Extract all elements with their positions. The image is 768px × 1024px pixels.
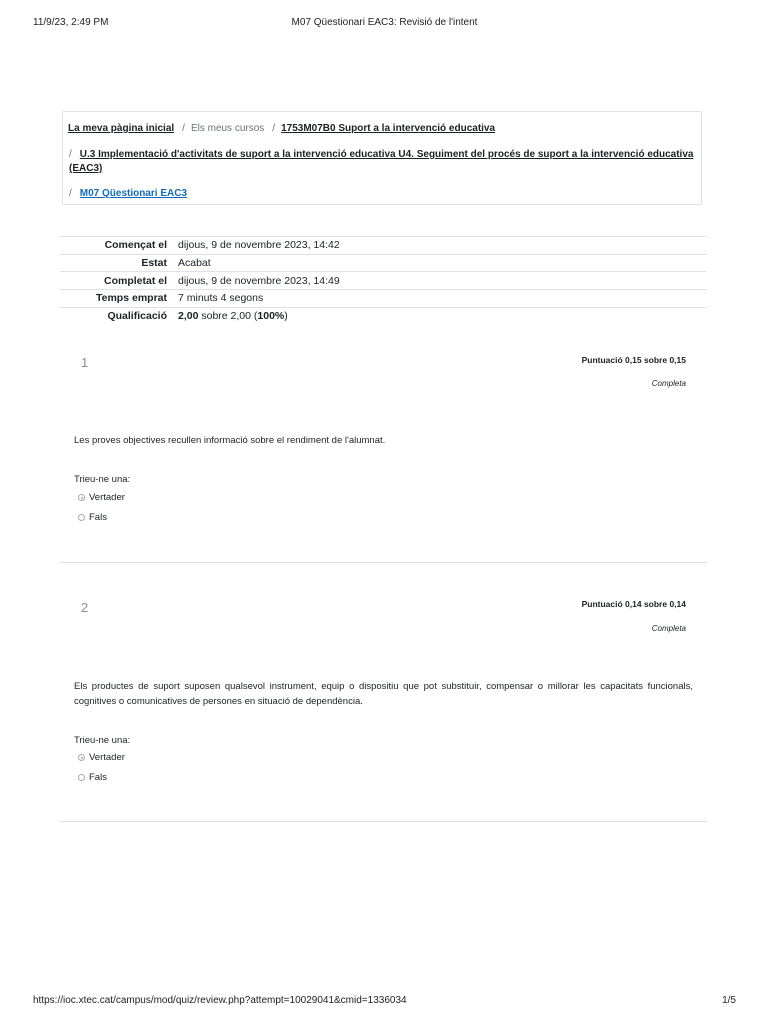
summary-row-time xyxy=(60,290,707,308)
attempt-summary-table xyxy=(60,236,707,325)
answer-option[interactable] xyxy=(78,492,125,503)
summary-label: Temps emprat xyxy=(96,292,167,305)
grade-score: 2,00 xyxy=(178,310,199,323)
question-1 xyxy=(60,340,707,563)
radio-unchecked-icon[interactable] xyxy=(78,514,85,521)
breadcrumb-line-2 xyxy=(69,148,699,176)
breadcrumb-section-link[interactable]: U.3 Implementació d'activitats de suport a la intervenció educativa U4. Seguiment del procés de suport a la intervenció educativa (EAC3) xyxy=(69,149,694,174)
print-footer xyxy=(33,995,736,1009)
grade-percent: 100% xyxy=(257,310,285,323)
print-url: https://ioc.xtec.cat/campus/mod/quiz/review.php?attempt=10029041&cmid=1336034 xyxy=(33,995,407,1006)
summary-label: Començat el xyxy=(104,239,167,252)
answer-option-label: Vertader xyxy=(89,492,125,503)
summary-value: 7 minuts 4 segons xyxy=(178,292,264,305)
question-divider xyxy=(60,821,707,822)
question-state: Completa xyxy=(651,624,686,633)
breadcrumb-line-3 xyxy=(69,188,187,199)
answer-prompt: Trieu-ne una: xyxy=(74,474,131,485)
grade-end: ) xyxy=(284,310,288,323)
breadcrumb-separator: / xyxy=(69,188,72,199)
breadcrumb-course-link[interactable]: 1753M07B0 Suport a la intervenció educativa xyxy=(281,123,496,134)
summary-label: Qualificació xyxy=(107,310,167,323)
radio-checked-icon[interactable] xyxy=(78,754,85,761)
breadcrumb-home-link[interactable]: La meva pàgina inicial xyxy=(68,123,175,134)
answer-option[interactable] xyxy=(78,752,125,763)
summary-row-grade xyxy=(60,307,707,325)
question-grade: Puntuació 0,14 sobre 0,14 xyxy=(581,599,686,609)
breadcrumb-my-courses[interactable]: Els meus cursos xyxy=(190,123,265,134)
question-number: 2 xyxy=(81,600,89,615)
breadcrumb-separator: / xyxy=(69,149,72,160)
radio-unchecked-icon[interactable] xyxy=(78,774,85,781)
answer-option[interactable] xyxy=(78,512,107,523)
answer-prompt: Trieu-ne una: xyxy=(74,735,131,746)
breadcrumb-quiz-link[interactable]: M07 Qüestionari EAC3 xyxy=(79,188,188,199)
summary-label: Completat el xyxy=(103,274,167,287)
summary-row-state xyxy=(60,254,707,272)
question-divider xyxy=(60,562,707,563)
grade-mid: sobre 2,00 ( xyxy=(201,310,258,323)
answer-option-label: Fals xyxy=(89,512,107,523)
question-grade: Puntuació 0,15 sobre 0,15 xyxy=(581,355,686,365)
breadcrumb-separator: / xyxy=(272,123,276,134)
summary-value: dijous, 9 de novembre 2023, 14:42 xyxy=(178,239,340,252)
summary-row-started xyxy=(60,237,707,255)
summary-value xyxy=(178,307,707,325)
breadcrumb-separator: / xyxy=(182,123,185,134)
answer-option-label: Fals xyxy=(89,772,107,783)
print-page-number: 1/5 xyxy=(722,995,736,1006)
radio-checked-icon[interactable] xyxy=(78,494,85,501)
answer-option-label: Vertader xyxy=(89,752,125,763)
answer-option[interactable] xyxy=(78,772,107,783)
question-state: Completa xyxy=(651,379,686,388)
breadcrumb-line-1 xyxy=(68,123,495,134)
breadcrumb xyxy=(62,111,702,205)
print-header xyxy=(33,17,736,31)
print-page-title: M07 Qüestionari EAC3: Revisió de l'intent xyxy=(291,17,478,28)
summary-value: Acabat xyxy=(178,257,211,270)
summary-label: Estat xyxy=(141,257,167,270)
question-2 xyxy=(60,585,707,823)
question-text: Les proves objectives recullen informació sobre el rendiment de l'alumnat. xyxy=(74,435,386,446)
summary-row-completed xyxy=(60,272,707,290)
print-datetime: 11/9/23, 2:49 PM xyxy=(33,17,109,28)
summary-value: dijous, 9 de novembre 2023, 14:49 xyxy=(178,274,340,287)
question-number: 1 xyxy=(81,355,89,370)
question-text: Els productes de suport suposen qualsevol instrument, equip o dispositiu que pot substituir, compensar o millorar les capacitats funcionals, cognitives o comunicatives de persones en situació de dependència. xyxy=(74,681,693,707)
